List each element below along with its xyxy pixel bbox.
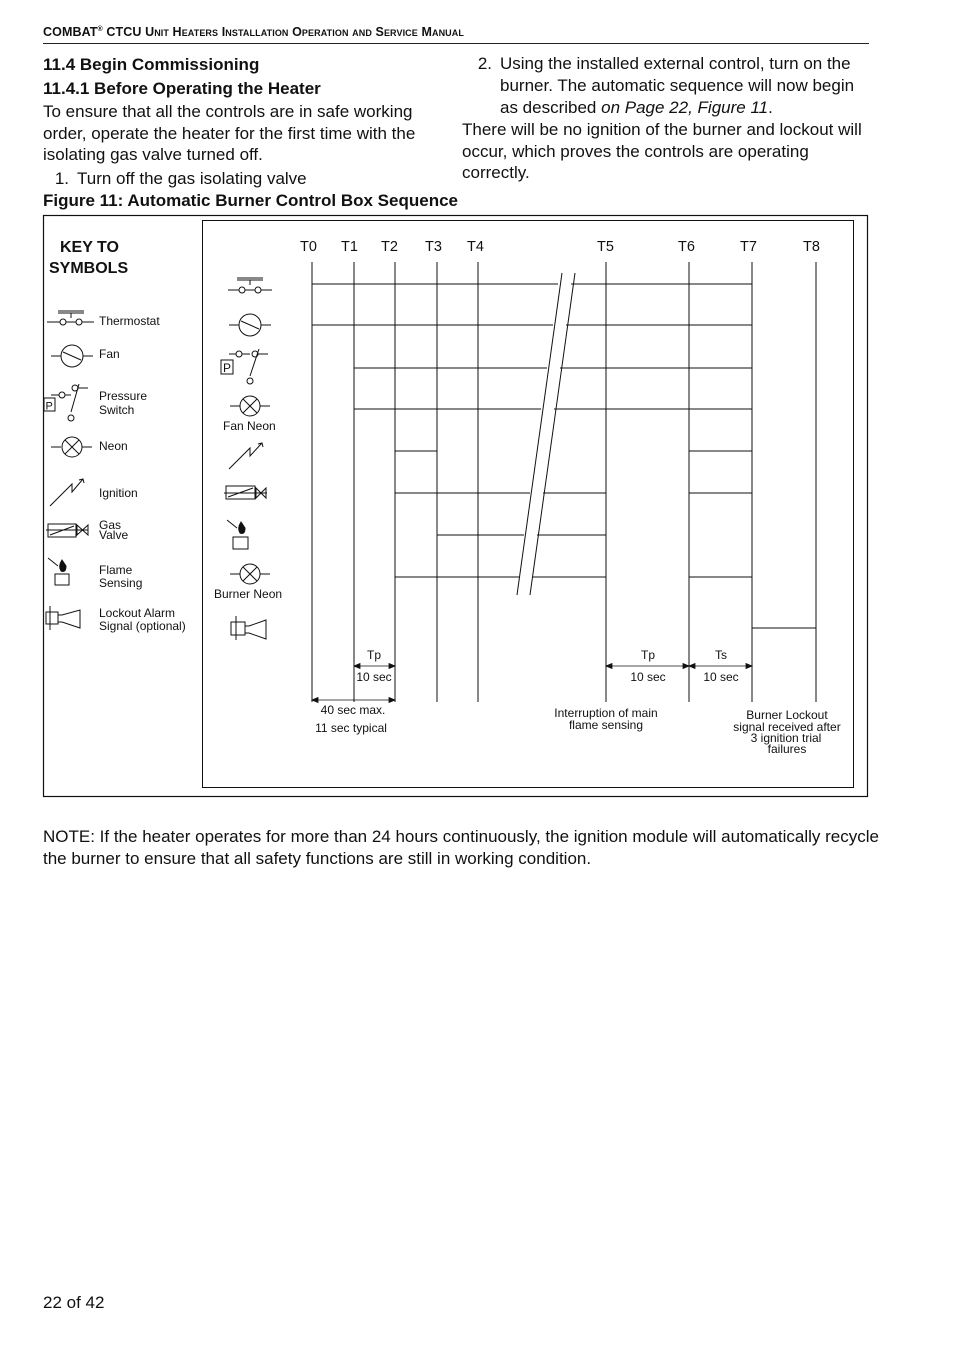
note-paragraph: NOTE: If the heater operates for more than 24 hours continuously, the ignition module will automatically recycle the burner to ensure that all safety functions are still in working condition. bbox=[43, 827, 879, 868]
key-thermostat-icon bbox=[47, 311, 94, 325]
step-2-number: 2. bbox=[477, 54, 492, 73]
key-gas-label-1: Gas bbox=[99, 518, 122, 532]
key-thermostat-label: Thermostat bbox=[99, 314, 160, 328]
row-fan-neon-icon bbox=[230, 396, 270, 416]
time-labels bbox=[300, 239, 820, 255]
tp2-duration: 10 sec bbox=[630, 670, 666, 684]
time-label-t3: T3 bbox=[425, 239, 442, 255]
tp2-label: Tp bbox=[640, 648, 656, 662]
row-fan-neon-label: Fan Neon bbox=[223, 419, 276, 433]
key-flame-sensing-icon bbox=[48, 558, 69, 585]
row-ignition-icon bbox=[229, 443, 263, 469]
key-neon-icon bbox=[51, 437, 92, 457]
key-flame-label-1: Flame bbox=[99, 563, 133, 577]
key-to-symbols bbox=[44, 239, 186, 633]
time-label-t6: T6 bbox=[678, 239, 695, 255]
lockout-note-2: signal received after bbox=[733, 720, 841, 734]
header-title: CTCU Unit Heaters Installation Operation and Service Manual bbox=[106, 25, 464, 39]
time-label-t8: T8 bbox=[803, 239, 820, 255]
key-title-line2: SYMBOLS bbox=[49, 260, 129, 277]
page-number: 22 of 42 bbox=[43, 1293, 105, 1312]
section-title: 11.4 Begin Commissioning bbox=[43, 55, 260, 74]
key-pressure-label-1: Pressure bbox=[99, 389, 148, 403]
key-fan-label: Fan bbox=[99, 347, 120, 361]
row-symbols bbox=[214, 278, 282, 640]
figure-caption: Figure 11: Automatic Burner Control Box Sequence bbox=[43, 191, 458, 210]
timing-inner-frame bbox=[203, 221, 854, 788]
key-lockout-label-2: Signal (optional) bbox=[99, 619, 186, 633]
after-paragraph: There will be no ignition of the burner and lockout will occur, which proves the controls are operating correctly. bbox=[462, 120, 862, 182]
key-neon-label: Neon bbox=[99, 439, 128, 453]
time-label-t2: T2 bbox=[381, 239, 398, 255]
lockout-note-1: Burner Lockout bbox=[746, 708, 828, 722]
key-lockout-label-1: Lockout Alarm bbox=[99, 606, 176, 620]
subsection-title: 11.4.1 Before Operating the Heater bbox=[43, 79, 321, 98]
key-ignition-icon bbox=[50, 479, 84, 506]
key-flame-label-2: Sensing bbox=[99, 576, 143, 590]
row-burner-neon-icon bbox=[230, 564, 270, 584]
key-lockout-alarm-icon bbox=[46, 606, 80, 630]
lockout-note-3: 3 ignition trial bbox=[750, 731, 822, 745]
row-fan-icon bbox=[229, 314, 271, 336]
row-gas-valve-icon bbox=[224, 486, 267, 499]
annotations bbox=[315, 648, 841, 756]
state-lines bbox=[312, 284, 816, 628]
interrupt-line-2: flame sensing bbox=[568, 718, 644, 732]
time-break-marker bbox=[517, 273, 575, 595]
time-label-t1: T1 bbox=[341, 239, 358, 255]
key-title-line1: KEY TO bbox=[60, 239, 119, 256]
step-1-text: Turn off the gas isolating valve bbox=[77, 168, 307, 188]
range-typical: 11 sec typical bbox=[315, 721, 387, 735]
key-gas-valve-icon bbox=[46, 524, 88, 537]
header-reg: ® bbox=[97, 25, 103, 33]
key-gas-label-2: Valve bbox=[99, 528, 129, 542]
row-flame-sensing-icon bbox=[227, 520, 248, 549]
row-burner-neon-label: Burner Neon bbox=[214, 587, 283, 601]
ts-duration: 10 sec bbox=[703, 670, 739, 684]
time-label-t5: T5 bbox=[597, 239, 614, 255]
time-label-t0: T0 bbox=[300, 239, 317, 255]
step-2-end: . bbox=[768, 98, 773, 117]
row-pressure-p: P bbox=[223, 361, 232, 375]
tp1-label: Tp bbox=[366, 648, 382, 662]
step-1-number: 1. bbox=[54, 168, 69, 188]
tp1-duration: 10 sec bbox=[356, 670, 392, 684]
key-fan-icon bbox=[51, 345, 93, 367]
intro-paragraph: To ensure that all the controls are in safe working order, operate the heater for the first time with the isolating gas valve turned off. bbox=[43, 102, 416, 164]
key-pressure-label-2: Switch bbox=[99, 403, 135, 417]
step-2-body: Using the installed external control, turn on the burner. The automatic sequence will now begin as described bbox=[500, 54, 855, 117]
step-2-reference: on Page 22, Figure 11 bbox=[601, 98, 769, 117]
row-thermostat-icon bbox=[228, 278, 272, 293]
header-brand: COMBAT bbox=[43, 25, 98, 39]
lockout-note-4: failures bbox=[767, 742, 807, 756]
key-ignition-label: Ignition bbox=[99, 486, 138, 500]
ts-label: Ts bbox=[715, 648, 727, 662]
interrupt-line-1: Interruption of main bbox=[554, 706, 658, 720]
time-label-t4: T4 bbox=[467, 239, 484, 255]
figure-outer-frame bbox=[44, 216, 868, 797]
range-max: 40 sec max. bbox=[320, 703, 386, 717]
time-lines bbox=[312, 262, 816, 702]
time-label-t7: T7 bbox=[740, 239, 757, 255]
key-pressure-p: P bbox=[45, 400, 53, 413]
row-lockout-alarm-icon bbox=[231, 616, 266, 640]
